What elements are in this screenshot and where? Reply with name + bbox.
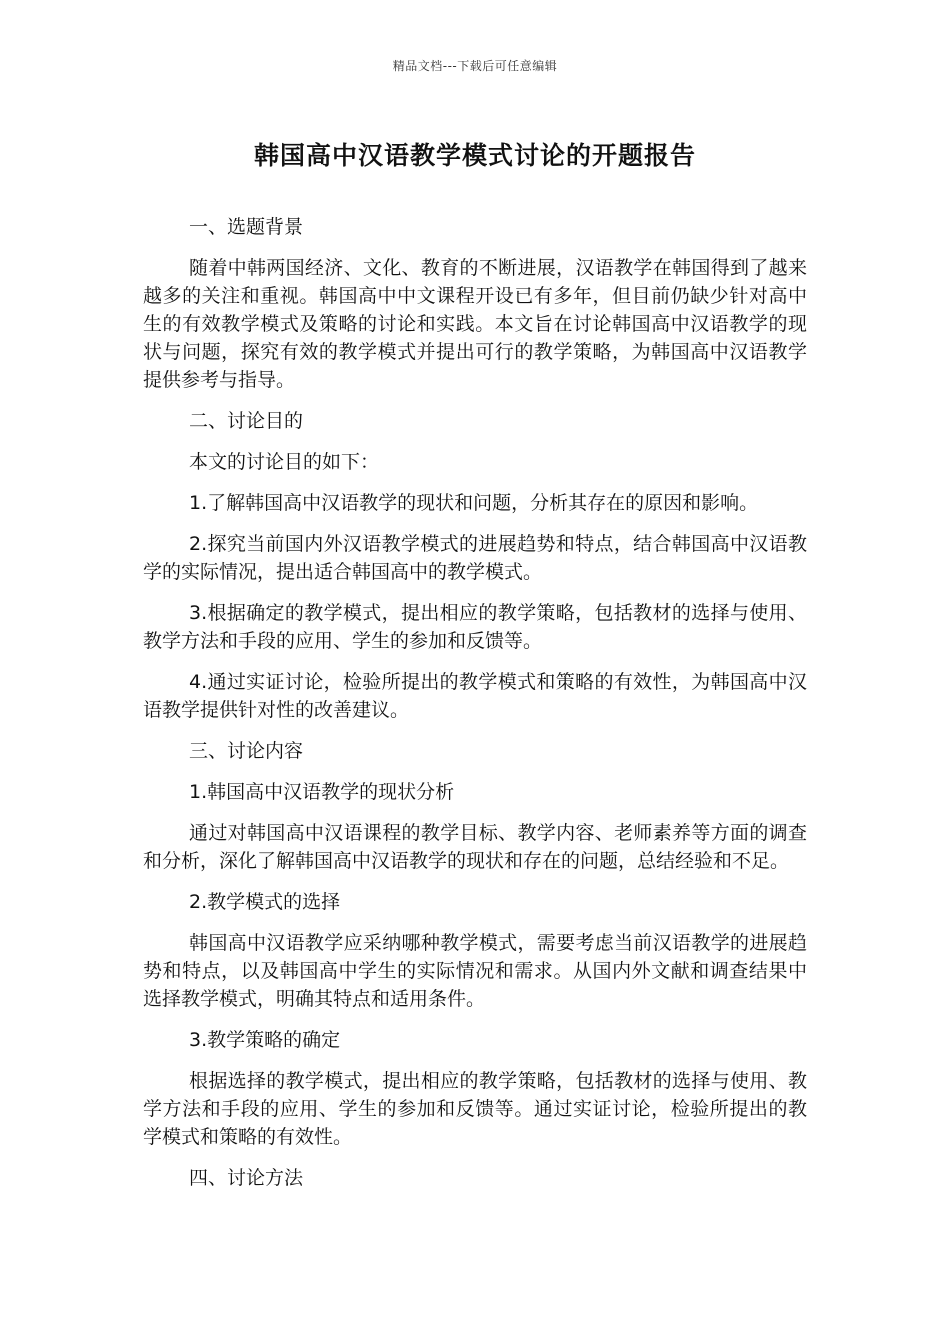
document-body [143,213,807,1205]
purpose-item-1: 1.了解韩国高中汉语教学的现状和问题，分析其存在的原因和影响。 [189,492,759,514]
paragraph-status-analysis: 通过对韩国高中汉语课程的教学目标、教学内容、老师素养等方面的调查和分析，深化了解韩国高中汉语教学的现状和存在的问题，总结经验和不足。 [143,822,807,872]
subheading-strategy: 3.教学策略的确定 [189,1029,341,1051]
section-heading-content: 三、讨论内容 [189,740,304,762]
subheading-model-selection: 2.教学模式的选择 [189,891,341,913]
purpose-item-3: 3.根据确定的教学模式，提出相应的教学策略，包括教材的选择与使用、教学方法和手段的应用、学生的参加和反馈等。 [143,602,807,652]
section-heading-purpose: 二、讨论目的 [189,410,304,432]
section-heading-method: 四、讨论方法 [189,1167,304,1189]
document-title: 韩国高中汉语教学模式讨论的开题报告 [253,141,696,170]
purpose-item-2: 2.探究当前国内外汉语教学模式的进展趋势和特点，结合韩国高中汉语教学的实际情况，提出适合韩国高中的教学模式。 [143,533,807,583]
paragraph-background: 随着中韩两国经济、文化、教育的不断进展，汉语教学在韩国得到了越来越多的关注和重视。韩国高中中文课程开设已有多年，但目前仍缺少针对高中生的有效教学模式及策略的讨论和实践。本文旨在讨论韩国高中汉语教学的现状与问题，探究有效的教学模式并提出可行的教学策略，为韩国高中汉语教学提供参考与指导。 [143,257,807,391]
paragraph-strategy: 根据选择的教学模式，提出相应的教学策略，包括教材的选择与使用、教学方法和手段的应用、学生的参加和反馈等。通过实证讨论，检验所提出的教学模式和策略的有效性。 [143,1070,807,1148]
subheading-status-analysis: 1.韩国高中汉语教学的现状分析 [189,781,455,803]
header-note: 精品文档---下载后可任意编辑 [392,59,558,73]
section-heading-background: 一、选题背景 [189,216,304,238]
paragraph-purpose-intro: 本文的讨论目的如下： [189,451,380,473]
purpose-item-4: 4.通过实证讨论，检验所提出的教学模式和策略的有效性，为韩国高中汉语教学提供针对性的改善建议。 [143,671,807,721]
paragraph-model-selection: 韩国高中汉语教学应采纳哪种教学模式，需要考虑当前汉语教学的进展趋势和特点，以及韩国高中学生的实际情况和需求。从国内外文献和调查结果中选择教学模式，明确其特点和适用条件。 [143,932,807,1010]
